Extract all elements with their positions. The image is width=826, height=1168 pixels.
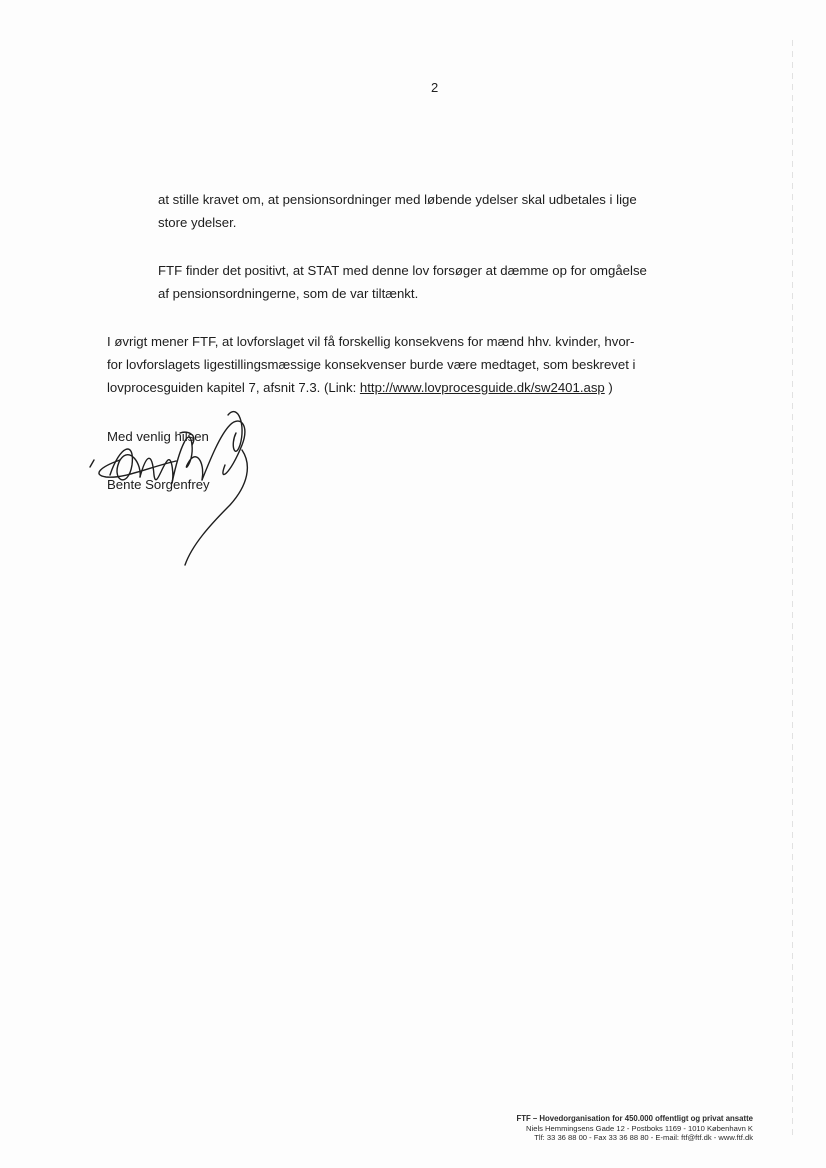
signature-stroke: [202, 421, 245, 480]
paragraph-line: at stille kravet om, at pensionsordninger med løbende ydelser skal udbetales i lige: [158, 192, 637, 207]
link-suffix-text: ): [604, 380, 613, 395]
paragraph-gender-consequences: [107, 330, 667, 399]
footer-organisation: FTF – Hovedorganisation for 450.000 offentligt og privat ansatte: [516, 1114, 753, 1123]
letterhead-footer: [516, 1114, 753, 1143]
paragraph-line: I øvrigt mener FTF, at lovforslaget vil få forskellig konsekvens for mænd hhv. kvinder, hvor-: [107, 334, 635, 349]
paragraph-line: af pensionsordningerne, som de var tiltænkt.: [158, 286, 419, 301]
signatory-name: Bente Sorgenfrey: [107, 477, 210, 492]
signature-stroke: [185, 450, 247, 565]
footer-address: Niels Hemmingsens Gade 12 - Postboks 1169 - 1010 København K: [526, 1123, 753, 1133]
lovprocesguide-link[interactable]: http://www.lovprocesguide.dk/sw2401.asp: [359, 380, 605, 395]
page-number: 2: [431, 80, 439, 95]
link-prefix-text: lovprocesguiden kapitel 7, afsnit 7.3. (Link:: [107, 380, 360, 395]
signature-stroke: [228, 412, 242, 452]
closing-greeting: Med venlig hilsen: [107, 429, 209, 444]
paragraph-line-with-link: [107, 376, 667, 399]
paragraph-line: FTF finder det positivt, at STAT med denne lov forsøger at dæmme op for omgåelse: [158, 263, 647, 278]
scan-edge-line: [792, 40, 793, 1140]
footer-contact: Tlf: 33 36 88 00 - Fax 33 36 88 80 - E-mail: ftf@ftf.dk - www.ftf.dk: [534, 1133, 753, 1143]
handwritten-signature: [80, 405, 270, 575]
paragraph-ftf-positive: [158, 259, 678, 305]
signature-stroke: [90, 460, 94, 467]
paragraph-line: for lovforslagets ligestillingsmæssige konsekvenser burde være medtaget, som beskrevet i: [107, 357, 636, 372]
paragraph-line: store ydelser.: [158, 215, 237, 230]
signature-stroke: [172, 437, 203, 483]
paragraph-pension-payments: [158, 188, 678, 234]
